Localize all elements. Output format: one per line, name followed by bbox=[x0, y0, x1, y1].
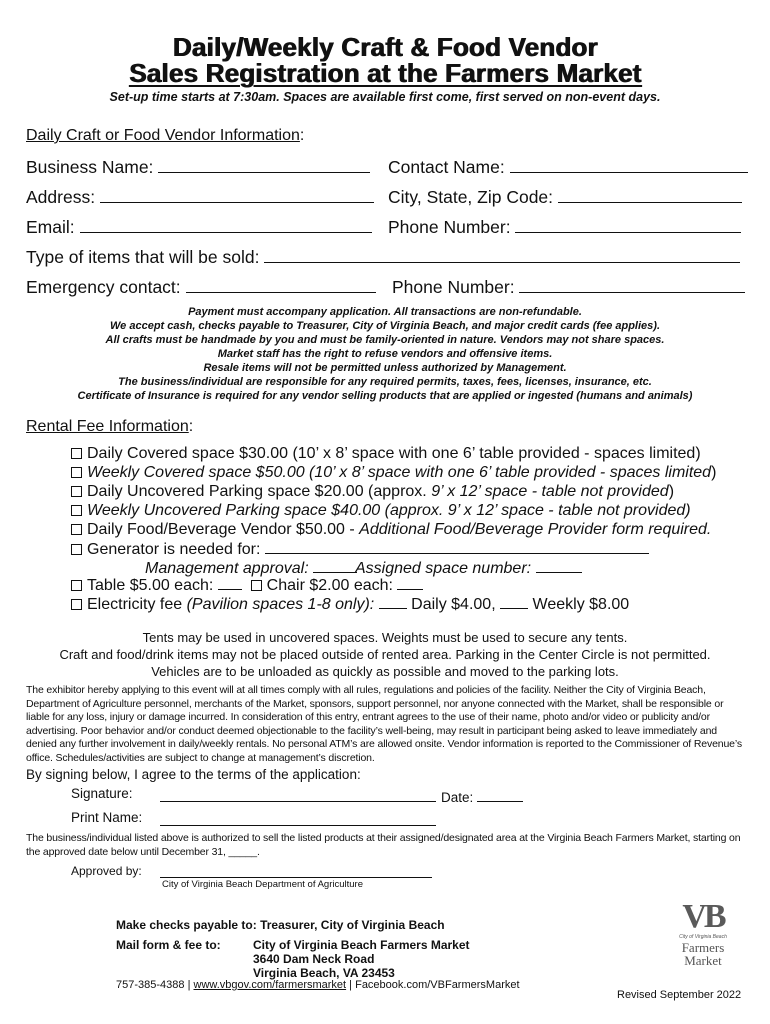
mail-address bbox=[253, 938, 470, 980]
address-line: City of Virginia Beach Farmers Market bbox=[253, 938, 470, 952]
phone-field[interactable]: Phone Number: bbox=[388, 217, 741, 238]
contact-links: 757-385-4388 | www.vbgov.com/farmersmarket | Facebook.com/VBFarmersMarket bbox=[116, 979, 520, 991]
address-field[interactable]: Address: bbox=[26, 187, 374, 208]
legal-paragraph: The exhibitor hereby applying to this event will at all times comply with all rules, regulations and policies of the facility. Neither the City of Virginia Beach, Department of Agriculture personnel, merchants of the Market, sponsors, support personnel, nor anyone connected with the Market, shall be responsible or liable for any loss, injury or damage incurred. In consideration of this entry, entrant agrees to the use of their name, photo and/or video or publicity and/or advertising. Poor behavior and/or conduct deemed objectionable to the facility’s well-being, may result in participant being asked to leave immediately and denied any further involvement in daily/weekly rentals. No personal ATM’s are allowed onsite. Vendor information is reported to the Commissioner of Revenue’s office. Schedules/activities are subject to change at management’s discretion. bbox=[26, 684, 742, 764]
notice-line: Payment must accompany application. All transactions are non-refundable. bbox=[188, 306, 582, 318]
checkbox[interactable] bbox=[71, 599, 82, 610]
logo-line1: Farmers bbox=[681, 940, 725, 955]
vb-monogram: VB bbox=[682, 898, 724, 935]
print-name-line[interactable] bbox=[160, 810, 436, 826]
table-chair-option[interactable]: Table $5.00 each: Chair $2.00 each: bbox=[71, 576, 423, 595]
checkbox[interactable] bbox=[71, 505, 82, 516]
checkbox[interactable] bbox=[71, 580, 82, 591]
rule-line: Craft and food/drink items may not be placed outside of rented area. Parking in the Center Circle is not permitted. bbox=[59, 647, 711, 662]
approved-by-line[interactable] bbox=[160, 864, 432, 878]
vendor-info-heading: Daily Craft or Food Vendor Information: bbox=[26, 127, 305, 144]
notice-block bbox=[0, 305, 770, 403]
email-field[interactable]: Email: bbox=[26, 217, 372, 238]
weekly-covered-option[interactable]: Weekly Covered space $50.00 (10’ x 8’ space with one 6’ table provided - spaces limited) bbox=[71, 464, 716, 482]
checkbox[interactable] bbox=[71, 486, 82, 497]
mail-form-label: Mail form & fee to: bbox=[116, 938, 221, 952]
revised-date: Revised September 2022 bbox=[617, 989, 742, 1001]
authorization-text: The business/individual listed above is authorized to sell the listed products at their assigned/designated area at the Virginia Beach Farmers Market, starting on the approved date below until December 31, _____. bbox=[26, 832, 741, 858]
generator-option[interactable]: Generator is needed for: bbox=[71, 540, 649, 559]
checkbox[interactable] bbox=[71, 524, 82, 535]
checkbox[interactable] bbox=[71, 448, 82, 459]
notice-line: We accept cash, checks payable to Treasurer, City of Virginia Beach, and major credit cards (fee applies). bbox=[109, 320, 660, 332]
checkbox[interactable] bbox=[71, 467, 82, 478]
form-title-line1: Daily/Weekly Craft & Food Vendor bbox=[172, 32, 598, 62]
emergency-contact-field[interactable]: Emergency contact: bbox=[26, 277, 376, 298]
setup-note: Set-up time starts at 7:30am. Spaces are available first come, first served on non-event days. bbox=[109, 90, 661, 104]
checkbox[interactable] bbox=[251, 580, 262, 591]
approval-dept: City of Virginia Beach Department of Agriculture bbox=[162, 879, 364, 890]
daily-uncovered-option[interactable]: Daily Uncovered Parking space $20.00 (approx. 9’ x 12’ space - table not provided) bbox=[71, 483, 674, 501]
signature-label: Signature: bbox=[71, 786, 133, 801]
assigned-space-field[interactable]: Assigned space number: bbox=[355, 559, 582, 578]
signing-intro: By signing below, I agree to the terms of the application: bbox=[26, 767, 361, 782]
city-state-zip-field[interactable]: City, State, Zip Code: bbox=[388, 187, 742, 208]
management-approval-field[interactable]: Management approval: bbox=[145, 559, 357, 578]
rule-line: Vehicles are to be unloaded as quickly as possible and moved to the parking lots. bbox=[151, 664, 619, 679]
checks-payable: Make checks payable to: Treasurer, City of Virginia Beach bbox=[116, 918, 445, 932]
phone-number: 757-385-4388 bbox=[116, 979, 185, 991]
farmers-market-logo bbox=[671, 900, 735, 967]
emergency-phone-field[interactable]: Phone Number: bbox=[392, 277, 745, 298]
logo-small-text: City of Virginia Beach bbox=[679, 934, 727, 940]
logo-line2: Market bbox=[684, 953, 722, 968]
print-name-label: Print Name: bbox=[71, 810, 143, 825]
rental-fee-heading: Rental Fee Information: bbox=[26, 418, 194, 435]
notice-line: All crafts must be handmade by you and must be family-oriented in nature. Vendors may not share spaces. bbox=[105, 334, 665, 346]
daily-covered-option[interactable]: Daily Covered space $30.00 (10’ x 8’ space with one 6’ table provided - spaces limited) bbox=[71, 445, 701, 463]
weekly-uncovered-option[interactable]: Weekly Uncovered Parking space $40.00 (approx. 9’ x 12’ space - table not provided) bbox=[71, 502, 691, 520]
address-line: 3640 Dam Neck Road bbox=[253, 952, 375, 966]
contact-name-field[interactable]: Contact Name: bbox=[388, 157, 748, 178]
notice-line: Market staff has the right to refuse vendors and offensive items. bbox=[217, 348, 553, 360]
rule-line: Tents may be used in uncovered spaces. Weights must be used to secure any tents. bbox=[142, 630, 628, 645]
checkbox[interactable] bbox=[71, 544, 82, 555]
address-line: Virginia Beach, VA 23453 bbox=[253, 966, 395, 980]
form-title-line2: Sales Registration at the Farmers Market bbox=[128, 58, 642, 88]
notice-line: Resale items will not be permitted unless authorized by Management. bbox=[203, 362, 567, 374]
facebook-link[interactable]: Facebook.com/VBFarmersMarket bbox=[355, 979, 520, 991]
items-type-field[interactable]: Type of items that will be sold: bbox=[26, 247, 740, 268]
notice-line: Certificate of Insurance is required for any vendor selling products that are applied or ingested (humans and animals) bbox=[77, 390, 693, 402]
signature-line[interactable] bbox=[160, 786, 436, 802]
business-name-field[interactable]: Business Name: bbox=[26, 157, 370, 178]
approved-by-label: Approved by: bbox=[71, 864, 142, 878]
date-field[interactable]: Date: bbox=[441, 786, 523, 805]
electricity-option[interactable]: Electricity fee (Pavilion spaces 1-8 only): Daily $4.00, Weekly $8.00 bbox=[71, 595, 629, 614]
rules-block bbox=[0, 629, 770, 680]
notice-line: The business/individual are responsible for any required permits, taxes, fees, licenses, insurance, etc. bbox=[118, 376, 652, 388]
food-vendor-option[interactable]: Daily Food/Beverage Vendor $50.00 - Additional Food/Beverage Provider form required. bbox=[71, 521, 711, 539]
website-link[interactable]: www.vbgov.com/farmersmarket bbox=[193, 979, 347, 991]
